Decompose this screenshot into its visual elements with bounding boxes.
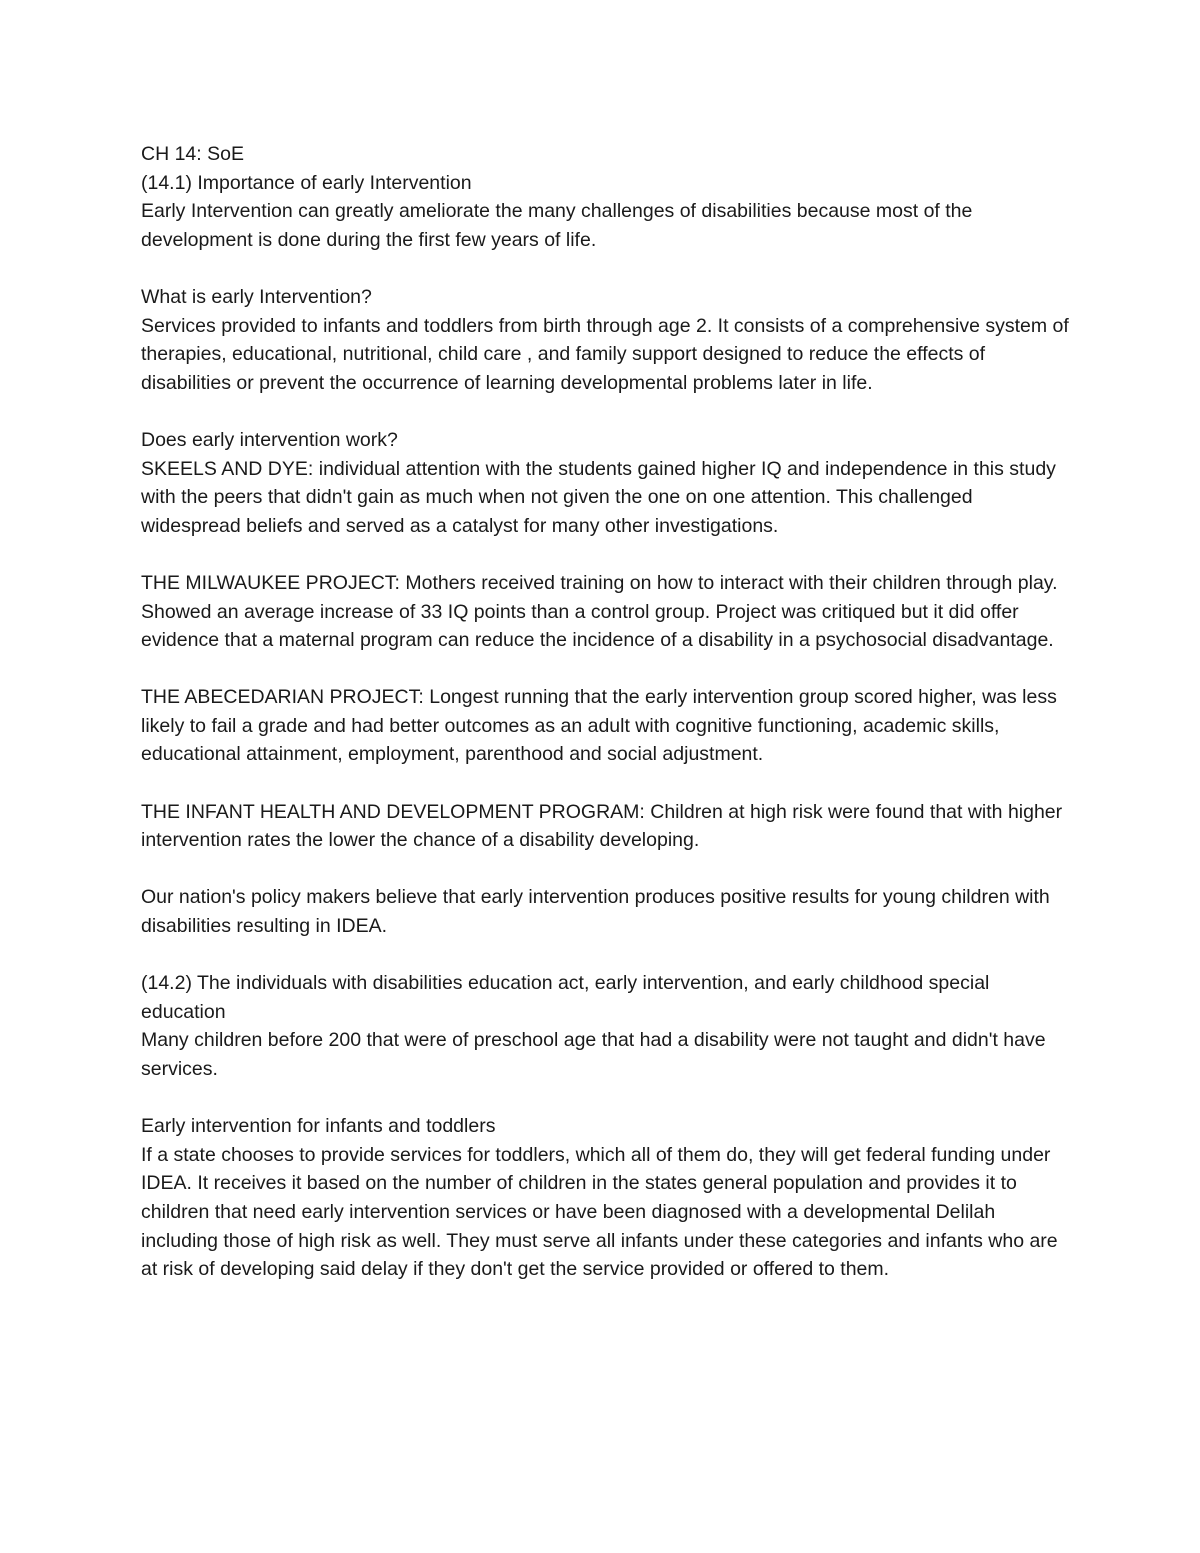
subheading: Does early intervention work? <box>141 428 398 451</box>
paragraph: Many children before 200 that were of preschool age that had a disability were not taught and didn't have services. <box>141 1029 1046 1080</box>
paragraph-gap <box>141 655 1071 684</box>
paragraph: THE INFANT HEALTH AND DEVELOPMENT PROGRAM: Children at high risk were found that with higher intervention rates the lower the chance of a disability developing. <box>141 800 1063 852</box>
paragraph-gap <box>141 397 1071 426</box>
paragraph: Our nation's policy makers believe that early intervention produces positive results for young children with disabilities resulting in IDEA. <box>141 886 1050 938</box>
subheading: Early intervention for infants and toddlers <box>141 1115 496 1138</box>
paragraph-gap <box>141 941 1071 970</box>
paragraph-gap <box>141 769 1071 798</box>
paragraph: If a state chooses to provide services for toddlers, which all of them do, they will get federal funding under IDEA. It receives it based on the number of children in the states general population and provides it to children that need early intervention services or have been diagnosed with a developmental Delilah including those of high risk as well. They must serve all infants under these categories and infants who are at risk of developing said delay if they don't get the service provided or offered to them. <box>141 1143 1058 1281</box>
document-title: CH 14: SoE <box>141 143 244 165</box>
subheading: What is early Intervention? <box>141 285 372 308</box>
document-body <box>141 140 1071 1284</box>
paragraph: Early Intervention can greatly ameliorate the many challenges of disabilities because most of the development is done during the first few years of life. <box>141 200 973 251</box>
paragraph-gap <box>141 1084 1071 1113</box>
section-heading: (14.1) Importance of early Intervention <box>141 171 472 194</box>
section-heading: (14.2) The individuals with disabilities education act, early intervention, and early childhood special education <box>141 972 990 1023</box>
paragraph: Services provided to infants and toddlers from birth through age 2. It consists of a comprehensive system of therapies, educational, nutritional, child care , and family support designed to reduce the effects of disabilities or prevent the occurrence of learning developmental problems later in life. <box>141 314 1069 394</box>
paragraph: THE ABECEDARIAN PROJECT: Longest running that the early intervention group scored higher, was less likely to fail a grade and had better outcomes as an adult with cognitive functioning, academic skills, educational attainment, employment, parenthood and social adjustment. <box>141 686 1057 766</box>
paragraph: SKEELS AND DYE: individual attention with the students gained higher IQ and independence in this study with the peers that didn't gain as much when not given the one on one attention. This challenged widespread beliefs and served as a catalyst for many other investigations. <box>141 457 1056 537</box>
paragraph-gap <box>141 254 1071 283</box>
paragraph-gap <box>141 540 1071 569</box>
paragraph-gap <box>141 855 1071 884</box>
paragraph: THE MILWAUKEE PROJECT: Mothers received training on how to interact with their children through play. Showed an average increase of 33 IQ points than a control group. Project was critiqued but it did offer evidence that a maternal program can reduce the incidence of a disability in a psychosocial disadvantage. <box>141 571 1058 652</box>
